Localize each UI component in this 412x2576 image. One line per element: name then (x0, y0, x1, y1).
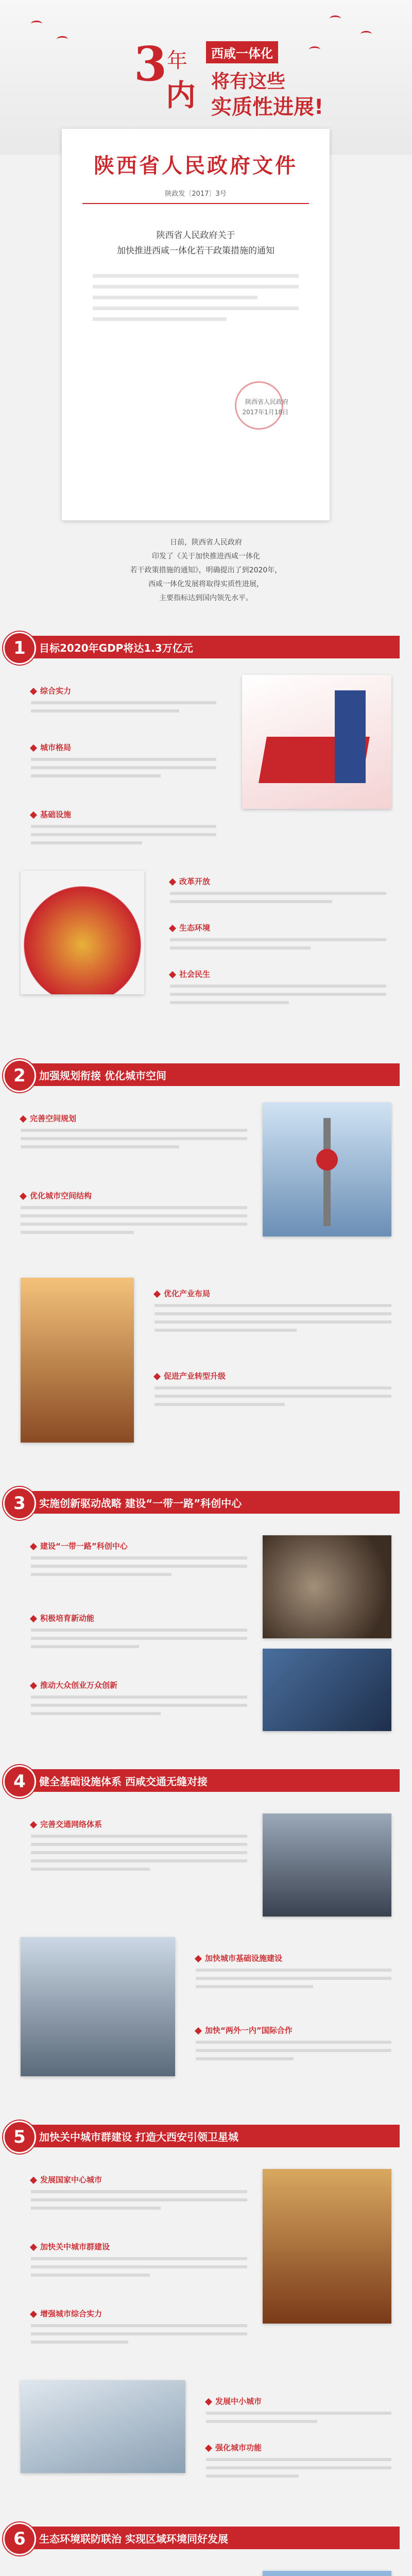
section-item (170, 969, 386, 1004)
section-bar (24, 1063, 400, 1086)
document-redline (82, 203, 309, 204)
section-number: 2 (3, 1059, 36, 1092)
item-label: 加快关中城市群建设 (31, 2241, 247, 2252)
document-title: 陕西省人民政府文件 (94, 154, 298, 178)
section-title: 健全基础设施体系 西咸交通无缝对接 (39, 1775, 208, 1788)
item-label: 加快“两外一内”国际合作 (196, 2025, 391, 2036)
bird-icon (360, 31, 372, 38)
section-bar (24, 2125, 400, 2147)
hero-number: 3 (134, 36, 167, 92)
text-placeholder-line (93, 307, 299, 310)
document-subject-line: 加快推进西咸一体化若干政策措施的通知 (117, 246, 274, 256)
intro-line: 日前，陕西省人民政府 (170, 538, 242, 547)
section-number: 4 (3, 1765, 36, 1798)
document-subject (62, 228, 330, 259)
section-header-5 (0, 2117, 412, 2159)
bell-tower-photo (21, 1278, 134, 1443)
section-header-6 (0, 2519, 412, 2561)
section-item (31, 685, 216, 713)
gdp-3d-illustration (242, 675, 391, 809)
item-label: 积极培育新动能 (31, 1613, 247, 1623)
section-number: 1 (3, 632, 36, 665)
text-placeholder-line (93, 296, 258, 299)
section-number: 3 (3, 1487, 36, 1520)
document-signer: 陕西省人民政府 (245, 398, 288, 405)
item-label: 建设“一带一路”科创中心 (31, 1540, 247, 1551)
section-item (31, 2241, 247, 2277)
item-label: 促进产业转型升级 (154, 1370, 391, 1381)
bird-icon (57, 36, 68, 43)
section-bar (24, 1491, 400, 1514)
bird-icon (31, 21, 42, 27)
text-placeholder-line (93, 285, 299, 289)
item-label: 生态环境 (170, 922, 386, 933)
document-subject-line: 陕西省人民政府关于 (156, 230, 235, 241)
section-title: 加强规划衔接 优化城市空间 (39, 1070, 166, 1082)
text-placeholder-line (93, 274, 299, 278)
government-document (62, 129, 330, 520)
section-item (31, 1540, 247, 1576)
item-label: 加快城市基础设施建设 (196, 1953, 391, 1963)
section-item (31, 2174, 247, 2210)
section-item (31, 742, 216, 777)
bird-icon (330, 15, 341, 22)
section-title: 加快关中城市群建设 打造大西安引领卫星城 (39, 2131, 238, 2143)
traffic-photo (21, 1937, 175, 2076)
item-label: 优化产业布局 (154, 1288, 391, 1299)
intro-line: 西咸一体化发展将取得实质性进展， (148, 580, 264, 588)
section-bar (24, 1769, 400, 1792)
intro-line: 主要指标达到国内领先水平。 (159, 594, 253, 602)
technology-photo (263, 1649, 391, 1731)
hero-line2: 将有这些 (211, 71, 286, 92)
text-placeholder-line (93, 317, 227, 321)
intro-line: 印发了《关于加快推进西咸一体化 (152, 552, 260, 561)
item-label: 完善空间规划 (21, 1113, 247, 1124)
section-header-4 (0, 1762, 412, 1803)
item-label: 改革开放 (170, 876, 386, 887)
document-number: 陕政发〔2017〕3号 (165, 190, 227, 198)
circuit-chip-photo (263, 1535, 391, 1638)
section-header-2 (0, 1056, 412, 1097)
section-title: 实施创新驱动战略 建设“一带一路”科创中心 (39, 1497, 242, 1510)
section-item (21, 1113, 247, 1148)
section-title: 生态环境联防联治 实现区域环境同好发展 (39, 2533, 228, 2545)
section-item (170, 922, 386, 950)
section-item (31, 809, 216, 844)
item-label: 社会民生 (170, 969, 386, 979)
section-item (31, 1819, 247, 1871)
document-body (62, 274, 330, 321)
section-item (154, 1288, 391, 1332)
section-title: 目标2020年GDP将达1.3万亿元 (39, 642, 193, 654)
item-label: 发展国家中心城市 (31, 2174, 247, 2185)
item-label: 优化城市空间结构 (21, 1190, 247, 1201)
section-header-1 (0, 629, 412, 670)
section-item (206, 2396, 391, 2423)
item-label: 综合实力 (31, 685, 216, 696)
hero-title (134, 36, 350, 118)
section-number: 6 (3, 2522, 36, 2555)
drum-tower-photo (263, 2169, 391, 2324)
section-header-3 (0, 1484, 412, 1525)
section-bar (24, 636, 400, 658)
document-date: 2017年1月18日 (242, 409, 288, 416)
item-label: 增强城市综合实力 (31, 2308, 247, 2319)
section-item (31, 1680, 247, 1715)
section-item (31, 1613, 247, 1648)
tv-tower-photo (263, 1103, 391, 1236)
high-speed-train-photo (21, 2380, 185, 2473)
hero-nei: 内 (166, 78, 196, 113)
item-label: 基础设施 (31, 809, 216, 820)
gdp-gold-illustration (21, 871, 144, 994)
hero-tag: 西咸一体化 (206, 41, 278, 63)
intro-line: 若干政策措施的通知》，明确提出了到2020年， (130, 566, 282, 574)
item-label: 强化城市功能 (206, 2442, 391, 2453)
item-label: 推动大众创业万众创新 (31, 1680, 247, 1690)
intro-text (0, 536, 412, 605)
section-bar (24, 2527, 400, 2549)
item-label: 城市格局 (31, 742, 216, 753)
section-item (196, 1953, 391, 1988)
hero-nian: 年 (167, 49, 187, 73)
highway-photo (263, 1814, 391, 1917)
section-item (154, 1370, 391, 1406)
section-item (170, 876, 386, 903)
big-wild-goose-pagoda-photo (263, 2571, 391, 2576)
section-item (196, 2025, 391, 2060)
section-item (31, 2308, 247, 2344)
hero-line3: 实质性进展! (211, 95, 324, 119)
item-label: 完善交通网络体系 (31, 1819, 247, 1829)
item-label: 发展中小城市 (206, 2396, 391, 2406)
section-number: 5 (3, 2121, 36, 2154)
section-item (206, 2442, 391, 2478)
section-item (21, 1190, 247, 1234)
document-signature (243, 397, 288, 417)
